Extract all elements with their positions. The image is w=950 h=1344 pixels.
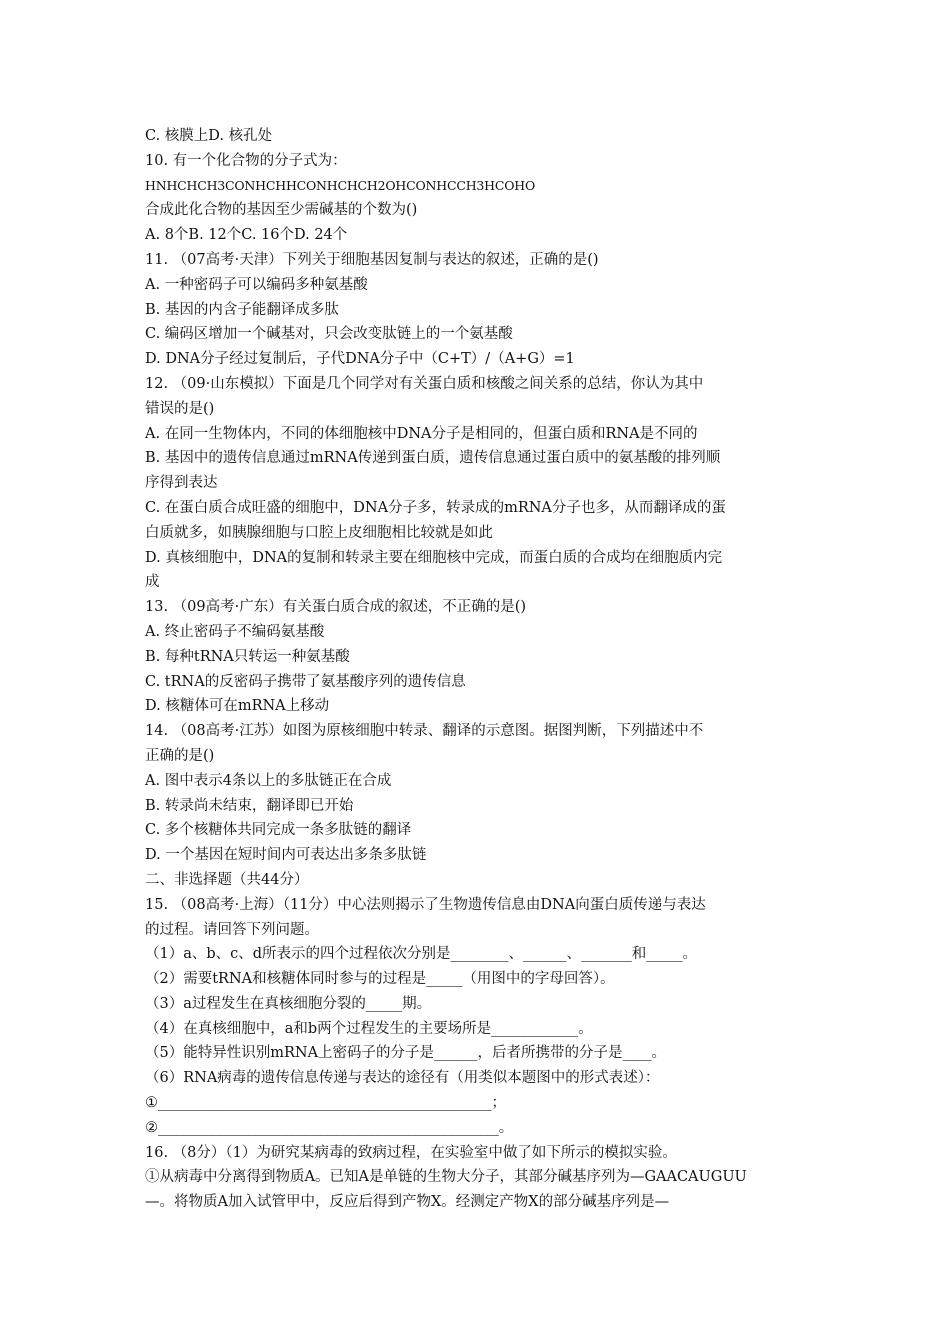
option-b: B. 每种tRNA只转运一种氨基酸	[145, 648, 350, 665]
option-c: C. 在蛋白质合成旺盛的细胞中，DNA分子多，转录成的mRNA分子也多，从而翻译成的蛋	[145, 499, 726, 516]
question-16: 16. （8分）（1）为研究某病毒的致病过程，在实验室中做了如下所示的模拟实验。	[145, 1144, 677, 1161]
sub-question: （3）a过程发生在真核细胞分裂的_____期。	[145, 995, 432, 1012]
molecular-formula: HNHCHCH3CONHCHHCONHCHCH2OHCONHCCH3HCOHO	[145, 177, 536, 193]
sub-question: （1）a、b、c、d所表示的四个过程依次分别是________、______、_______和_____。	[145, 946, 698, 963]
text-line: 序得到表达	[145, 475, 218, 492]
sub-question: （6）RNA病毒的遗传信息传递与表达的途径有（用类似本题图中的形式表述）：	[145, 1070, 660, 1087]
question-10: 10. 有一个化合物的分子式为：	[145, 152, 347, 169]
option-c: C. 多个核糖体共同完成一条多肽链的翻译	[145, 822, 412, 839]
sub-question: （5）能特异性识别mRNA上密码子的分子是______，后者所携带的分子是____。	[145, 1045, 667, 1062]
option-d: D. 真核细胞中，DNA的复制和转录主要在细胞核中完成，而蛋白质的合成均在细胞质内完	[145, 549, 723, 566]
option-b: B. 基因的内含子能翻译成多肽	[145, 301, 339, 318]
question-11: 11. （07高考·天津）下列关于细胞基因复制与表达的叙述，正确的是()	[145, 251, 599, 268]
text-line: 的过程。请回答下列问题。	[145, 921, 319, 938]
sub-question: （4）在真核细胞中，a和b两个过程发生的主要场所是____________。	[145, 1020, 593, 1037]
text-line: C. 核膜上D. 核孔处	[145, 128, 273, 144]
text-line: 成	[145, 574, 160, 591]
text-line: ①从病毒中分离得到物质A。已知A是单链的生物大分子，其部分碱基序列为—GAACAUGUU	[145, 1169, 747, 1186]
text-line: 白质就多，如胰腺细胞与口腔上皮细胞相比较就是如此	[145, 524, 493, 541]
option-b: B. 基因中的遗传信息通过mRNA传递到蛋白质，遗传信息通过蛋白质中的氨基酸的排列顺	[145, 450, 721, 467]
option-d: D. 一个基因在短时间内可表达出多条多肽链	[145, 847, 427, 864]
text-line: 正确的是()	[145, 747, 215, 764]
document-page	[145, 124, 810, 1215]
option-d: D. 核糖体可在mRNA上移动	[145, 698, 330, 715]
section-heading: 二、非选择题（共44分）	[145, 871, 309, 888]
option-c: C. 编码区增加一个碱基对，只会改变肽链上的一个氨基酸	[145, 326, 513, 343]
text-line: 合成此化合物的基因至少需碱基的个数为()	[145, 202, 418, 219]
option-d: D. DNA分子经过复制后，子代DNA分子中（C+T）/（A+G）=1	[145, 351, 575, 368]
sub-question: （2）需要tRNA和核糖体同时参与的过程是_____（用图中的字母回答）。	[145, 971, 615, 988]
option-a: A. 终止密码子不编码氨基酸	[145, 623, 325, 640]
option-a: A. 在同一生物体内，不同的体细胞核中DNA分子是相同的，但蛋白质和RNA是不同的	[145, 425, 698, 442]
option-a: A. 一种密码子可以编码多种氨基酸	[145, 276, 368, 293]
options-line: A. 8个B. 12个C. 16个D. 24个	[145, 227, 348, 244]
question-15: 15. （08高考·上海）（11分）中心法则揭示了生物遗传信息由DNA向蛋白质传递与表达	[145, 896, 706, 913]
answer-blank-1: ①______________________________________________；	[145, 1095, 506, 1112]
option-b: B. 转录尚未结束，翻译即已开始	[145, 797, 354, 814]
text-line: —。将物质A加入试管甲中，反应后得到产物X。经测定产物X的部分碱基序列是—	[145, 1194, 670, 1211]
question-14: 14. （08高考·江苏）如图为原核细胞中转录、翻译的示意图。据图判断，下列描述中不	[145, 723, 704, 740]
answer-blank-2: ②_______________________________________________。	[145, 1119, 514, 1136]
question-13: 13. （09高考·广东）有关蛋白质合成的叙述，不正确的是()	[145, 599, 527, 616]
question-12: 12. （09·山东模拟）下面是几个同学对有关蛋白质和核酸之间关系的总结，你认为其中	[145, 375, 704, 392]
option-a: A. 图中表示4条以上的多肽链正在合成	[145, 772, 392, 789]
option-c: C. tRNA的反密码子携带了氨基酸序列的遗传信息	[145, 673, 466, 690]
text-line: 错误的是()	[145, 400, 215, 417]
